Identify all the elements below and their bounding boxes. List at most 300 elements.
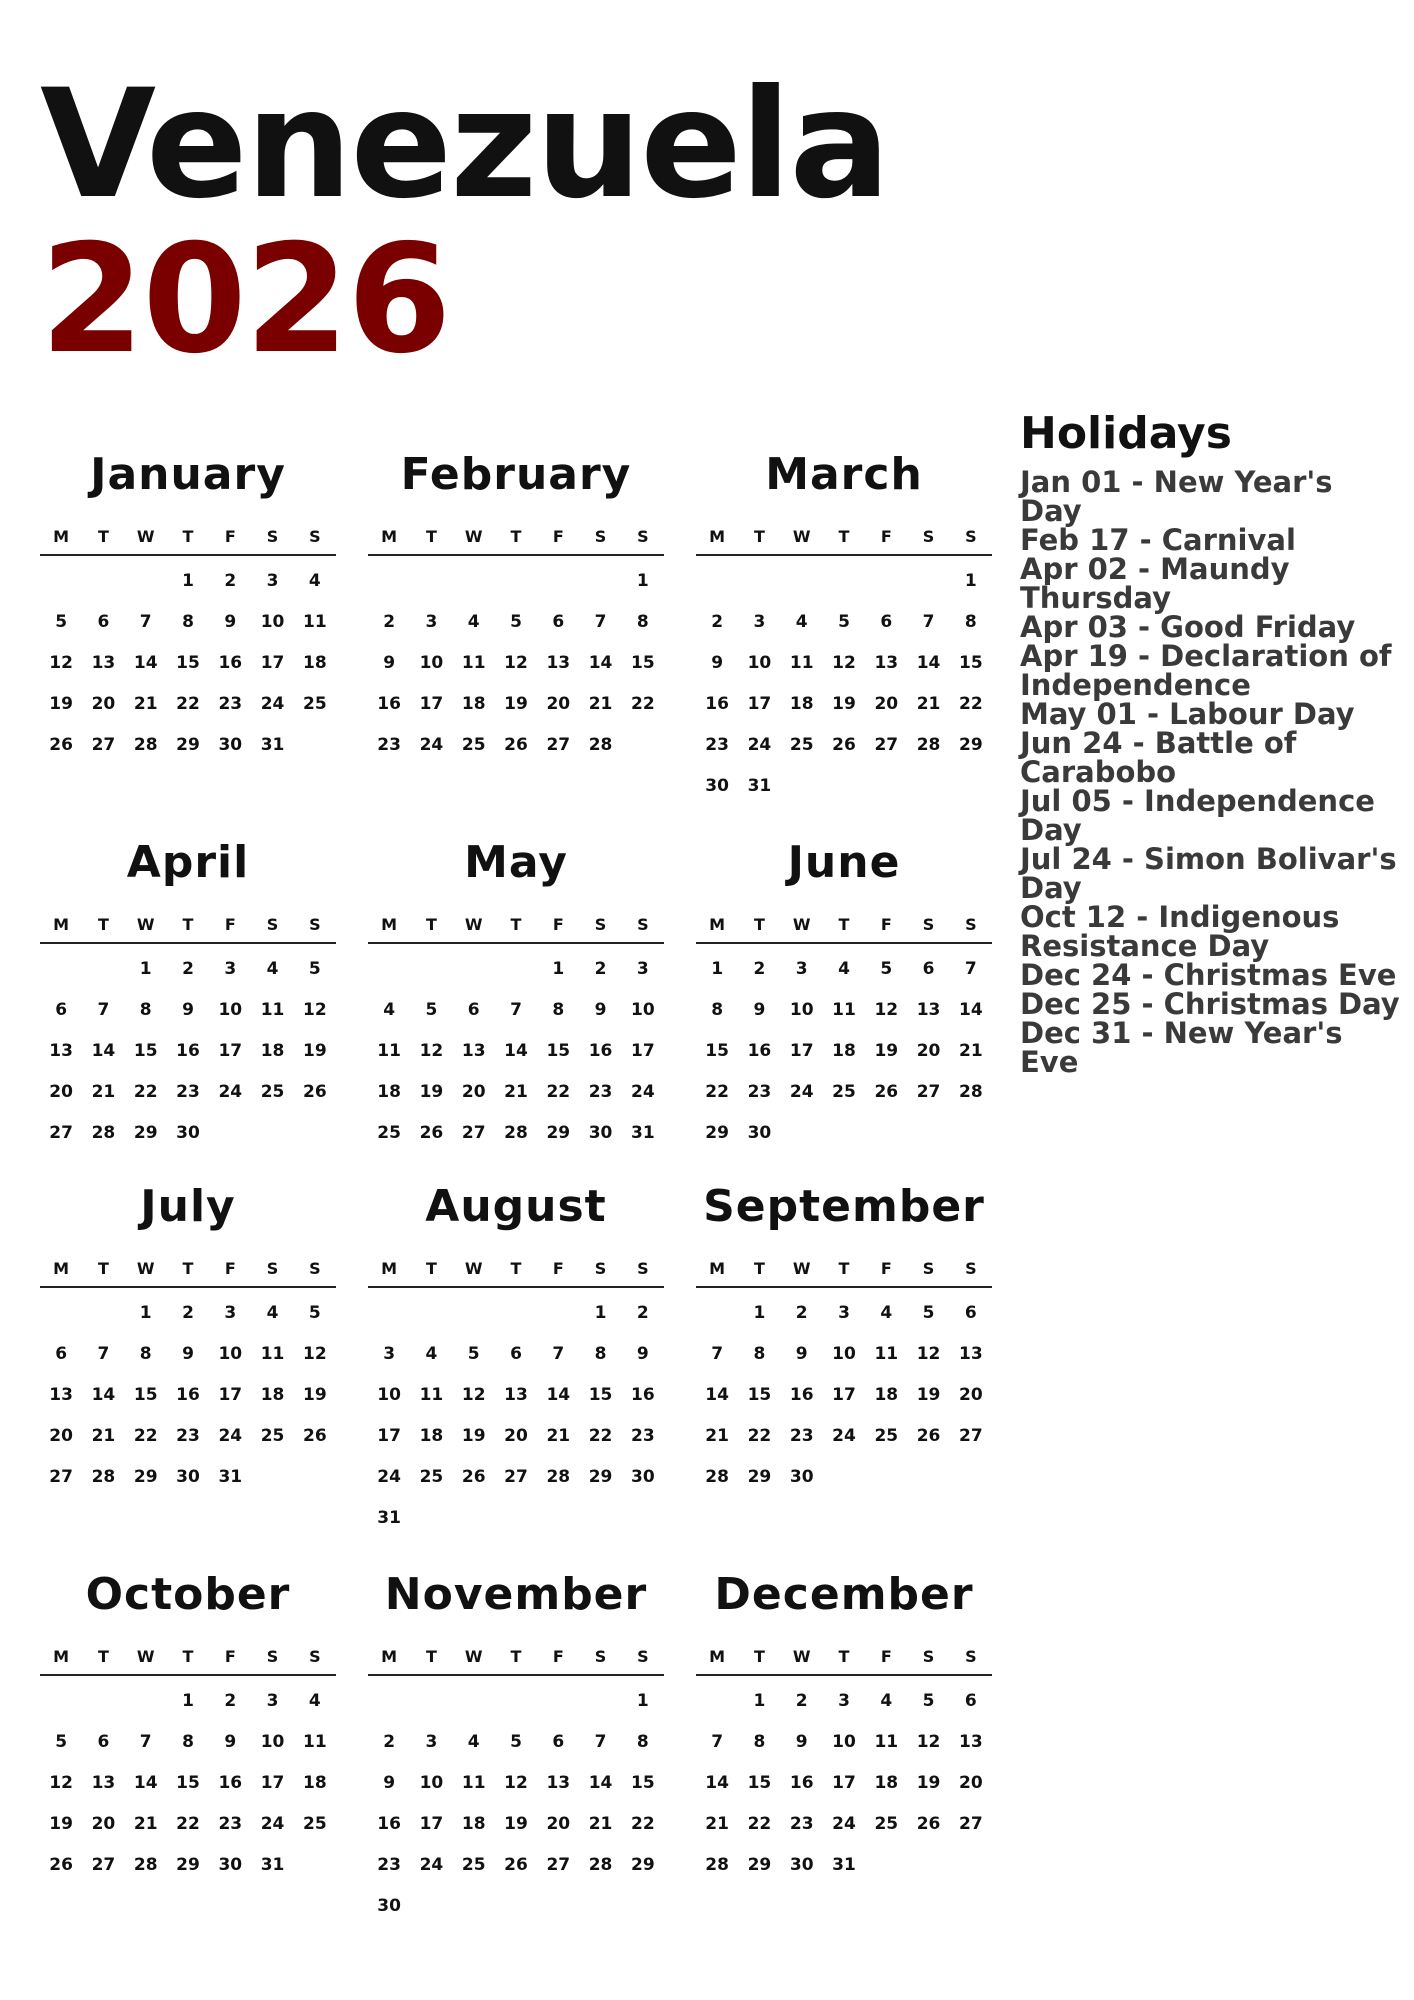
day-cell: 9 xyxy=(182,999,194,1020)
day-cell: 11 xyxy=(832,999,856,1020)
days-grid xyxy=(40,1680,336,1885)
day-cell: 13 xyxy=(546,652,571,673)
day-cell: 3 xyxy=(425,611,438,632)
day-cell: 17 xyxy=(832,1384,856,1405)
weekday-header-row xyxy=(40,1638,336,1676)
day-cell: 8 xyxy=(636,1731,649,1752)
day-cell: 13 xyxy=(49,1040,73,1061)
weekday-label: S xyxy=(266,526,279,546)
weekday-label: F xyxy=(224,1646,236,1666)
day-cell: 13 xyxy=(91,652,116,673)
day-cell: 18 xyxy=(303,652,327,673)
day-cell: 21 xyxy=(916,693,941,714)
day-cell: 6 xyxy=(467,999,480,1020)
day-cell: 2 xyxy=(224,1690,237,1711)
weekday-label: T xyxy=(753,1646,765,1666)
month-name: July xyxy=(140,1181,236,1232)
day-cell: 9 xyxy=(383,652,396,673)
day-cell: 22 xyxy=(631,1813,655,1834)
day-cell: 16 xyxy=(176,1040,200,1061)
day-cell: 22 xyxy=(133,1425,158,1446)
day-cell: 26 xyxy=(303,1081,327,1102)
day-cell: 2 xyxy=(182,958,194,979)
weekday-label: S xyxy=(594,914,607,934)
weekday-label: W xyxy=(464,1646,483,1666)
day-cell: 8 xyxy=(139,999,152,1020)
day-cell: 20 xyxy=(49,1425,73,1446)
day-cell: 22 xyxy=(747,1813,772,1834)
day-cell: 12 xyxy=(49,1772,73,1793)
day-cell: 6 xyxy=(55,1343,68,1364)
weekday-label: T xyxy=(510,914,522,934)
day-cell: 4 xyxy=(467,611,480,632)
day-cell: 6 xyxy=(964,1690,977,1711)
day-cell: 16 xyxy=(176,1384,200,1405)
day-cell: 16 xyxy=(377,693,401,714)
day-cell: 23 xyxy=(218,1813,243,1834)
day-cell: 4 xyxy=(838,958,850,979)
day-cell: 7 xyxy=(97,1343,110,1364)
weekday-label: M xyxy=(53,914,70,934)
day-cell: 24 xyxy=(789,1081,814,1102)
day-cell: 4 xyxy=(425,1343,438,1364)
day-cell: 27 xyxy=(91,1854,116,1875)
day-cell: 17 xyxy=(419,1813,444,1834)
day-cell: 31 xyxy=(260,734,285,755)
day-cell: 30 xyxy=(747,1122,772,1143)
holiday-item: Jul 24 - Simon Bolivar's Day xyxy=(1020,842,1397,905)
day-cell: 23 xyxy=(176,1081,200,1102)
weekday-label: F xyxy=(552,526,564,546)
day-cell: 19 xyxy=(49,693,73,714)
day-cell: 10 xyxy=(218,1343,243,1364)
day-cell: 6 xyxy=(880,611,893,632)
day-cell: 24 xyxy=(218,1425,243,1446)
day-cell: 5 xyxy=(467,1343,480,1364)
holiday-list xyxy=(1020,465,1400,1079)
page-title-year: 2026 xyxy=(40,213,450,387)
weekday-label: F xyxy=(880,914,892,934)
day-cell: 20 xyxy=(461,1081,486,1102)
day-cell: 16 xyxy=(789,1772,814,1793)
day-cell: 5 xyxy=(308,958,321,979)
weekday-label: T xyxy=(97,526,109,546)
day-cell: 8 xyxy=(753,1343,766,1364)
day-cell: 15 xyxy=(705,1040,729,1061)
day-cell: 23 xyxy=(789,1425,814,1446)
month-name: May xyxy=(464,837,568,888)
day-cell: 7 xyxy=(139,1731,152,1752)
days-grid xyxy=(368,1680,664,1926)
day-cell: 14 xyxy=(705,1384,729,1405)
day-cell: 4 xyxy=(880,1690,893,1711)
day-cell: 16 xyxy=(705,693,729,714)
day-cell: 1 xyxy=(636,570,649,591)
day-cell: 1 xyxy=(594,1302,607,1323)
day-cell: 31 xyxy=(260,1854,285,1875)
day-cell: 6 xyxy=(964,1302,977,1323)
day-cell: 24 xyxy=(218,1081,243,1102)
day-cell: 8 xyxy=(636,611,649,632)
day-cell: 23 xyxy=(176,1425,200,1446)
day-cell: 4 xyxy=(308,1690,321,1711)
day-cell: 12 xyxy=(504,1772,528,1793)
days-grid xyxy=(368,560,664,765)
weekday-label: W xyxy=(136,1258,155,1278)
day-cell: 20 xyxy=(91,693,116,714)
weekday-header-row xyxy=(368,1250,664,1288)
weekday-label: M xyxy=(381,526,398,546)
day-cell: 20 xyxy=(959,1384,983,1405)
day-cell: 10 xyxy=(789,999,814,1020)
day-cell: 13 xyxy=(916,999,941,1020)
day-cell: 14 xyxy=(705,1772,729,1793)
day-cell: 14 xyxy=(588,652,613,673)
days-grid xyxy=(696,560,992,806)
day-cell: 22 xyxy=(631,693,655,714)
day-cell: 21 xyxy=(504,1081,528,1102)
day-cell: 18 xyxy=(874,1384,899,1405)
day-cell: 27 xyxy=(49,1466,73,1487)
weekday-label: T xyxy=(838,526,850,546)
day-cell: 7 xyxy=(510,999,522,1020)
day-cell: 31 xyxy=(377,1507,401,1528)
day-cell: 30 xyxy=(377,1895,401,1916)
day-cell: 25 xyxy=(874,1813,899,1834)
day-cell: 10 xyxy=(419,652,444,673)
days-grid xyxy=(696,948,992,1153)
day-cell: 26 xyxy=(504,1854,528,1875)
day-cell: 28 xyxy=(504,1122,528,1143)
month-name: March xyxy=(765,449,923,500)
day-cell: 10 xyxy=(832,1343,856,1364)
day-cell: 3 xyxy=(425,1731,438,1752)
day-cell: 22 xyxy=(176,693,200,714)
day-cell: 18 xyxy=(461,1813,486,1834)
day-cell: 31 xyxy=(218,1466,243,1487)
day-cell: 9 xyxy=(383,1772,396,1793)
day-cell: 4 xyxy=(880,1302,893,1323)
day-cell: 20 xyxy=(916,1040,941,1061)
day-cell: 24 xyxy=(419,1854,444,1875)
day-cell: 2 xyxy=(795,1302,808,1323)
weekday-label: T xyxy=(838,1258,850,1278)
day-cell: 29 xyxy=(588,1466,613,1487)
day-cell: 27 xyxy=(461,1122,486,1143)
day-cell: 19 xyxy=(303,1040,327,1061)
day-cell: 17 xyxy=(789,1040,814,1061)
days-grid xyxy=(696,1680,992,1885)
day-cell: 28 xyxy=(91,1122,116,1143)
day-cell: 14 xyxy=(133,1772,158,1793)
day-cell: 28 xyxy=(705,1466,729,1487)
day-cell: 16 xyxy=(631,1384,655,1405)
day-cell: 6 xyxy=(97,611,110,632)
weekday-header-row xyxy=(368,1638,664,1676)
weekday-label: S xyxy=(922,1258,935,1278)
day-cell: 6 xyxy=(552,1731,565,1752)
day-cell: 22 xyxy=(705,1081,729,1102)
day-cell: 25 xyxy=(874,1425,899,1446)
day-cell: 1 xyxy=(753,1302,766,1323)
day-cell: 9 xyxy=(182,1343,194,1364)
day-cell: 18 xyxy=(303,1772,327,1793)
weekday-label: W xyxy=(136,914,155,934)
holiday-item: Jan 01 - New Year's Day xyxy=(1020,465,1333,528)
day-cell: 19 xyxy=(419,1081,444,1102)
day-cell: 8 xyxy=(711,999,724,1020)
weekday-label: T xyxy=(753,914,765,934)
day-cell: 18 xyxy=(789,693,814,714)
weekday-header-row xyxy=(368,518,664,556)
day-cell: 5 xyxy=(308,1302,321,1323)
weekday-header-row xyxy=(696,518,992,556)
weekday-label: F xyxy=(552,1258,564,1278)
month-february xyxy=(368,440,664,765)
day-cell: 30 xyxy=(176,1122,200,1143)
day-cell: 25 xyxy=(377,1122,401,1143)
day-cell: 22 xyxy=(546,1081,571,1102)
day-cell: 7 xyxy=(594,1731,607,1752)
day-cell: 7 xyxy=(922,611,935,632)
day-cell: 10 xyxy=(377,1384,401,1405)
day-cell: 12 xyxy=(916,1343,941,1364)
day-cell: 1 xyxy=(711,958,724,979)
day-cell: 24 xyxy=(631,1081,655,1102)
day-cell: 13 xyxy=(49,1384,73,1405)
day-cell: 24 xyxy=(747,734,772,755)
day-cell: 26 xyxy=(49,734,73,755)
day-cell: 26 xyxy=(303,1425,327,1446)
day-cell: 21 xyxy=(133,1813,158,1834)
day-cell: 19 xyxy=(916,1772,941,1793)
day-cell: 11 xyxy=(260,999,285,1020)
day-cell: 27 xyxy=(959,1813,983,1834)
day-cell: 3 xyxy=(383,1343,396,1364)
day-cell: 16 xyxy=(218,1772,243,1793)
day-cell: 6 xyxy=(552,611,565,632)
day-cell: 17 xyxy=(218,1040,243,1061)
day-cell: 23 xyxy=(631,1425,655,1446)
day-cell: 3 xyxy=(224,1302,237,1323)
day-cell: 29 xyxy=(705,1122,729,1143)
day-cell: 3 xyxy=(636,958,649,979)
day-cell: 9 xyxy=(594,999,607,1020)
day-cell: 22 xyxy=(133,1081,158,1102)
day-cell: 11 xyxy=(874,1731,899,1752)
month-december xyxy=(696,1560,992,1885)
weekday-label: T xyxy=(753,1258,765,1278)
day-cell: 22 xyxy=(588,1425,613,1446)
day-cell: 30 xyxy=(631,1466,655,1487)
day-cell: 26 xyxy=(916,1813,941,1834)
weekday-label: T xyxy=(97,1258,109,1278)
month-may xyxy=(368,828,664,1153)
weekday-label: W xyxy=(464,1258,483,1278)
day-cell: 3 xyxy=(266,570,279,591)
day-cell: 11 xyxy=(461,1772,486,1793)
days-grid xyxy=(368,1292,664,1538)
weekday-label: S xyxy=(637,914,649,934)
day-cell: 13 xyxy=(91,1772,116,1793)
holidays-panel xyxy=(1020,408,1400,1079)
day-cell: 13 xyxy=(504,1384,528,1405)
weekday-label: S xyxy=(965,914,977,934)
days-grid xyxy=(696,1292,992,1497)
weekday-label: T xyxy=(97,914,109,934)
weekday-label: W xyxy=(136,526,155,546)
day-cell: 12 xyxy=(49,652,73,673)
day-cell: 29 xyxy=(133,1122,158,1143)
day-cell: 21 xyxy=(705,1813,729,1834)
day-cell: 27 xyxy=(546,1854,571,1875)
weekday-label: M xyxy=(709,1258,726,1278)
day-cell: 15 xyxy=(176,652,200,673)
day-cell: 1 xyxy=(552,958,565,979)
day-cell: 18 xyxy=(832,1040,856,1061)
holiday-item: Jul 05 - Independence Day xyxy=(1020,784,1375,847)
weekday-label: M xyxy=(381,1646,398,1666)
day-cell: 19 xyxy=(504,693,528,714)
weekday-label: T xyxy=(510,1646,522,1666)
weekday-label: W xyxy=(792,914,811,934)
weekday-label: F xyxy=(224,914,236,934)
day-cell: 14 xyxy=(133,652,158,673)
day-cell: 8 xyxy=(139,1343,152,1364)
weekday-label: T xyxy=(510,526,522,546)
day-cell: 3 xyxy=(838,1690,850,1711)
day-cell: 5 xyxy=(880,958,893,979)
day-cell: 11 xyxy=(789,652,814,673)
day-cell: 2 xyxy=(383,1731,396,1752)
holiday-item: Apr 19 - Declaration of Independence xyxy=(1020,639,1392,702)
day-cell: 12 xyxy=(419,1040,444,1061)
day-cell: 18 xyxy=(260,1384,285,1405)
day-cell: 25 xyxy=(789,734,814,755)
day-cell: 5 xyxy=(838,611,850,632)
weekday-header-row xyxy=(40,518,336,556)
day-cell: 28 xyxy=(916,734,941,755)
day-cell: 3 xyxy=(224,958,237,979)
month-name: February xyxy=(400,449,632,500)
day-cell: 10 xyxy=(631,999,655,1020)
weekday-label: S xyxy=(266,914,279,934)
weekday-label: T xyxy=(182,526,194,546)
day-cell: 6 xyxy=(510,1343,522,1364)
day-cell: 31 xyxy=(631,1122,655,1143)
month-name: November xyxy=(384,1569,648,1620)
day-cell: 24 xyxy=(260,1813,285,1834)
weekday-label: T xyxy=(425,1646,437,1666)
weekday-label: M xyxy=(381,1258,398,1278)
day-cell: 18 xyxy=(461,693,486,714)
weekday-label: S xyxy=(965,1258,977,1278)
day-cell: 2 xyxy=(182,1302,194,1323)
day-cell: 10 xyxy=(218,999,243,1020)
weekday-label: M xyxy=(53,526,70,546)
weekday-label: S xyxy=(965,1646,977,1666)
days-grid xyxy=(40,948,336,1153)
weekday-label: S xyxy=(637,1258,649,1278)
day-cell: 10 xyxy=(747,652,772,673)
day-cell: 13 xyxy=(461,1040,486,1061)
weekday-label: F xyxy=(880,526,892,546)
day-cell: 29 xyxy=(546,1122,571,1143)
day-cell: 17 xyxy=(419,693,444,714)
day-cell: 7 xyxy=(552,1343,565,1364)
day-cell: 13 xyxy=(874,652,899,673)
day-cell: 5 xyxy=(425,999,438,1020)
weekday-label: S xyxy=(922,914,935,934)
day-cell: 8 xyxy=(594,1343,607,1364)
day-cell: 10 xyxy=(260,1731,285,1752)
day-cell: 14 xyxy=(916,652,941,673)
holiday-item: Dec 25 - Christmas Day xyxy=(1020,987,1400,1021)
day-cell: 30 xyxy=(789,1466,814,1487)
day-cell: 12 xyxy=(461,1384,486,1405)
weekday-label: W xyxy=(792,1258,811,1278)
month-name: April xyxy=(126,837,250,888)
day-cell: 1 xyxy=(139,958,152,979)
day-cell: 11 xyxy=(461,652,486,673)
day-cell: 28 xyxy=(133,1854,158,1875)
day-cell: 21 xyxy=(133,693,158,714)
day-cell: 15 xyxy=(133,1384,158,1405)
weekday-label: T xyxy=(510,1258,522,1278)
day-cell: 5 xyxy=(55,1731,68,1752)
day-cell: 4 xyxy=(383,999,396,1020)
day-cell: 25 xyxy=(461,1854,486,1875)
day-cell: 12 xyxy=(504,652,528,673)
day-cell: 16 xyxy=(747,1040,772,1061)
day-cell: 25 xyxy=(832,1081,856,1102)
weekday-header-row xyxy=(696,1638,992,1676)
day-cell: 24 xyxy=(377,1466,401,1487)
day-cell: 6 xyxy=(55,999,68,1020)
day-cell: 15 xyxy=(176,1772,200,1793)
day-cell: 27 xyxy=(959,1425,983,1446)
day-cell: 6 xyxy=(922,958,935,979)
weekday-label: S xyxy=(965,526,977,546)
month-name: June xyxy=(787,837,901,888)
month-name: January xyxy=(90,449,286,500)
day-cell: 11 xyxy=(377,1040,401,1061)
day-cell: 4 xyxy=(266,958,279,979)
day-cell: 1 xyxy=(753,1690,766,1711)
day-cell: 1 xyxy=(182,1690,194,1711)
day-cell: 23 xyxy=(705,734,729,755)
day-cell: 30 xyxy=(705,775,729,796)
day-cell: 23 xyxy=(789,1813,814,1834)
day-cell: 18 xyxy=(377,1081,401,1102)
day-cell: 20 xyxy=(546,1813,571,1834)
day-cell: 20 xyxy=(49,1081,73,1102)
day-cell: 4 xyxy=(795,611,808,632)
month-september xyxy=(696,1172,992,1497)
day-cell: 20 xyxy=(874,693,899,714)
day-cell: 22 xyxy=(747,1425,772,1446)
day-cell: 1 xyxy=(139,1302,152,1323)
day-cell: 8 xyxy=(753,1731,766,1752)
day-cell: 10 xyxy=(260,611,285,632)
day-cell: 23 xyxy=(218,693,243,714)
day-cell: 18 xyxy=(874,1772,899,1793)
weekday-label: M xyxy=(381,914,398,934)
day-cell: 4 xyxy=(308,570,321,591)
day-cell: 23 xyxy=(377,734,401,755)
days-grid xyxy=(40,560,336,765)
day-cell: 8 xyxy=(182,1731,194,1752)
